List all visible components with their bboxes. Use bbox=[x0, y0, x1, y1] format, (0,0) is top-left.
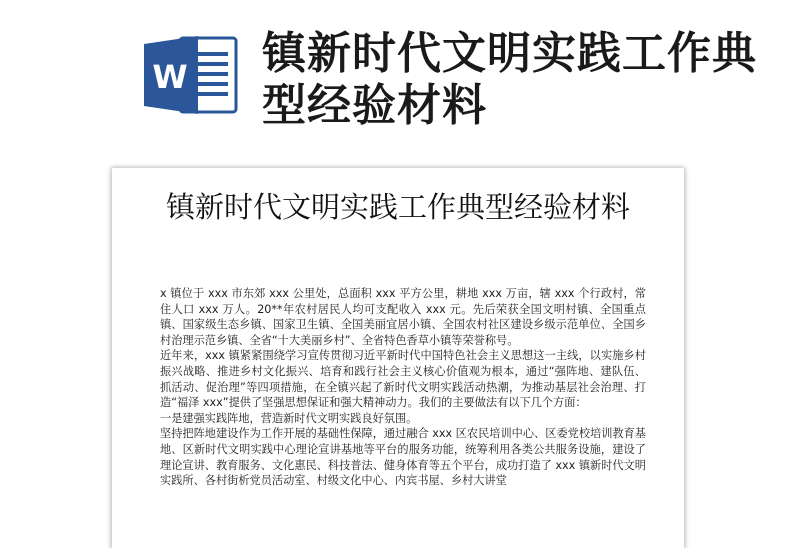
word-icon-letter: W bbox=[152, 58, 188, 96]
paragraph-heading-one: 一是建强实践阵地，营造新时代文明实践良好氛围。 bbox=[160, 411, 418, 425]
word-icon bbox=[140, 34, 244, 116]
document-page bbox=[112, 168, 684, 548]
paragraph-intro: x 镇位于 xxx 市东郊 xxx 公里处，总面积 xxx 平方公里，耕地 xxx 万亩，辖 xxx 个行政村，常住人口 xxx 万人。20**年农村居民人均可支配收入 xxx 元。先后荣获全国文明村镇、全国重点镇、国家级生态乡镇、国家卫生镇、全国美丽宜居小镇、全国农村社区建设乡级示范单位、全国乡村治理示范乡镇、全省“十大美丽乡村”、全省特色香草小镇等荣誉称号。 bbox=[160, 287, 646, 347]
document-body bbox=[160, 286, 646, 489]
header-banner bbox=[0, 0, 800, 165]
paragraph-detail-one: 坚持把阵地建设作为工作开展的基础性保障，通过融合 xxx 区农民培训中心、区委党校培训教育基地、区新时代文明实践中心理论宣讲基地等平台的服务功能，统筹利用各类公共服务设施，建设了理论宣讲、教育服务、文化惠民、科技普法、健身体育等五个平台，成功打造了 xxx 镇新时代文明实践所、各村街析党员活动室、村级文化中心、内宾书屋、乡村大讲堂 bbox=[160, 427, 646, 488]
page-title: 镇新时代文明实践工作典型经验材料 bbox=[262, 28, 757, 131]
document-title: 镇新时代文明实践工作典型经验材料 bbox=[165, 190, 630, 224]
paragraph-overview: 近年来，xxx 镇紧紧围绕学习宣传贯彻习近平新时代中国特色社会主义思想这一主线，以实施乡村振兴战略、推进乡村文化振兴、培育和践行社会主义核心价值观为根本，通过“强阵地、建队伍、抓活动、促治理”等四项措施，在全镇兴起了新时代文明实践活动热潮，为推动基层社会治理、打造“福泽 xxx”提供了坚强思想保证和强大精神动力。我们的主要做法有以下几个方面： bbox=[160, 349, 646, 410]
